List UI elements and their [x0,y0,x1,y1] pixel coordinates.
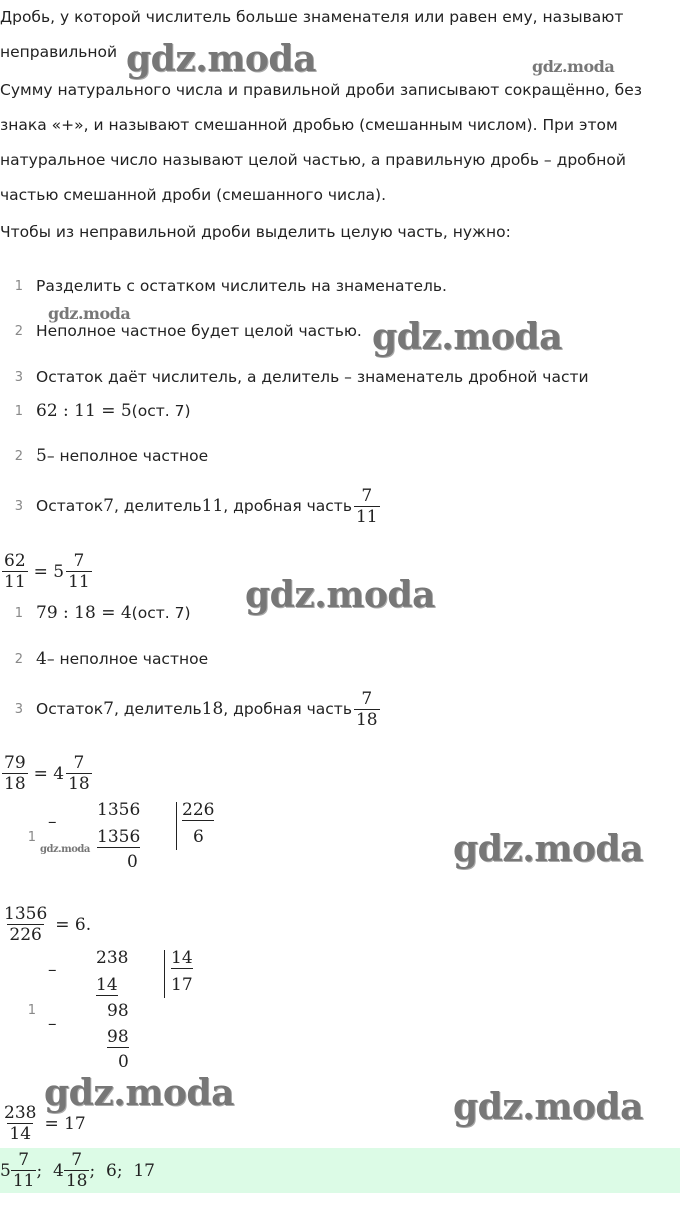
answer-rest: ; 6; 17 [89,1160,155,1181]
watermark-logo: gdz.moda [126,38,316,80]
watermark-logo: gdz.moda [453,1086,643,1128]
definition-line-2: неправильной [0,43,118,61]
subtrahend: 14 [96,975,118,995]
example1-step3 [0,478,382,534]
dividend: 1356 [97,800,141,820]
list-number: 1 [27,1003,36,1018]
step-text: Остаток [36,700,104,718]
divisor: 226 [182,800,215,820]
long-division-2 [0,946,260,1076]
watermark-logo: gdz.moda [40,844,90,855]
fraction [64,1150,90,1191]
list-number: 2 [14,448,23,464]
list-number: 3 [14,369,23,385]
remainder-value: 7 [103,496,114,516]
watermark-logo: gdz.moda [44,1072,234,1114]
quotient: 6 [193,827,204,847]
fraction [354,486,380,527]
division-bar [164,950,165,998]
fraction [66,551,92,592]
minus-sign: – [48,812,57,832]
fraction-denominator: 11 [68,572,90,592]
watermark-logo: gdz.moda [453,828,643,870]
quotient-value: 4 [36,649,47,669]
fraction-numerator: 1356 [4,904,48,924]
answer-whole: 5 [0,1160,11,1181]
fraction [2,551,28,592]
list-number: 1 [27,830,36,845]
definition-line-1: Дробь, у которой числитель больше знаменателя или равен ему, называют [0,8,624,26]
mixed-number-paragraph: Сумму натурального числа и правильной дроби записывают сокращённо, без знака «+», и называют смешанной дробью (смешанным числом). При этом натуральное число называют целой частью, а правильную дробь – дробной частью смешанной дроби (смешанного числа). [0,81,643,204]
minus-sign: – [48,1014,57,1034]
fraction [354,689,380,730]
remainder: 0 [118,1052,129,1072]
fraction-numerator: 7 [71,1150,83,1170]
remainder-value: 7 [103,699,114,719]
step-text: , дробная часть [223,497,352,515]
list-item [0,362,589,392]
list-number: 1 [14,278,23,294]
fraction-denominator: 226 [9,925,42,945]
watermark-logo: gdz.moda [245,574,435,616]
example2-step2 [0,644,208,674]
example1-result [0,551,94,592]
quotient-label: – неполное частное [46,650,209,668]
quotient-value: 5 [36,446,47,466]
fraction-denominator: 18 [65,1171,88,1191]
step-text: , дробная часть [223,700,352,718]
minus-sign: – [48,960,57,980]
step-text: , делитель [113,700,202,718]
fraction-denominator: 18 [4,774,26,794]
fraction-denominator: 18 [355,709,378,730]
fraction [11,1150,37,1191]
equals-result: = 6. [55,914,92,935]
answer-separator: ; 4 [36,1160,64,1181]
step-text: , делитель [113,497,202,515]
answer-box [0,1148,680,1193]
remainder-note: (ост. 7) [131,604,191,622]
fraction-denominator: 18 [68,774,90,794]
fraction-denominator: 14 [9,1124,32,1144]
subtrahend: 1356 [97,827,141,847]
list-number: 1 [14,605,23,621]
fraction [66,753,92,794]
list-item [0,271,447,301]
example1-step2 [0,441,208,471]
long-division-1 [0,798,260,878]
list-number: 2 [14,651,23,667]
fraction-denominator: 11 [4,572,26,592]
fraction-numerator: 238 [4,1103,37,1123]
fraction-numerator: 7 [73,753,85,773]
division-expression: 62 : 11 = 5 [36,401,132,421]
fraction-numerator: 7 [361,485,373,506]
fraction-denominator: 11 [12,1171,35,1191]
list-text: Неполное частное будет целой частью. [36,322,362,340]
list-text: Разделить с остатком числитель на знаменатель. [36,277,447,295]
list-number: 3 [14,498,23,514]
step-text: Остаток [36,497,104,515]
subtrahend: 98 [107,1027,129,1047]
fraction-numerator: 7 [18,1150,30,1170]
division1-result [0,904,91,945]
example2-step1 [0,598,191,628]
divisor: 14 [171,948,193,968]
fraction [2,1103,38,1144]
example2-step3 [0,681,382,737]
quotient-label: – неполное частное [46,447,209,465]
dividend: 238 [96,948,129,968]
remainder: 0 [127,852,138,872]
example1-step1 [0,396,191,426]
fraction-numerator: 7 [73,551,85,571]
quotient: 17 [171,975,193,995]
divisor-value: 11 [201,496,224,516]
fraction [2,753,28,794]
list-number: 2 [14,323,23,339]
example2-result [0,753,94,794]
list-text: Остаток даёт числитель, а делитель – знаменатель дробной части [36,368,589,386]
equals-whole: = 4 [33,763,65,784]
watermark-logo: gdz.moda [48,304,131,323]
equals-result: = 17 [44,1113,86,1134]
division-bar [176,802,177,850]
fraction-numerator: 62 [4,551,26,571]
intermediate: 98 [107,1001,129,1021]
list-number: 1 [14,403,23,419]
divisor-value: 18 [201,699,224,719]
division-expression: 79 : 18 = 4 [36,603,132,623]
remainder-note: (ост. 7) [131,402,191,420]
equals-whole: = 5 [33,561,65,582]
watermark-logo: gdz.moda [532,57,615,76]
fraction-numerator: 79 [4,753,26,773]
list-number: 3 [14,701,23,717]
fraction [2,904,49,945]
watermark-logo: gdz.moda [372,316,562,358]
fraction-numerator: 7 [361,688,373,709]
instruction-paragraph: Чтобы из неправильной дроби выделить целую часть, нужно: [0,223,511,241]
fraction-denominator: 11 [355,506,378,527]
